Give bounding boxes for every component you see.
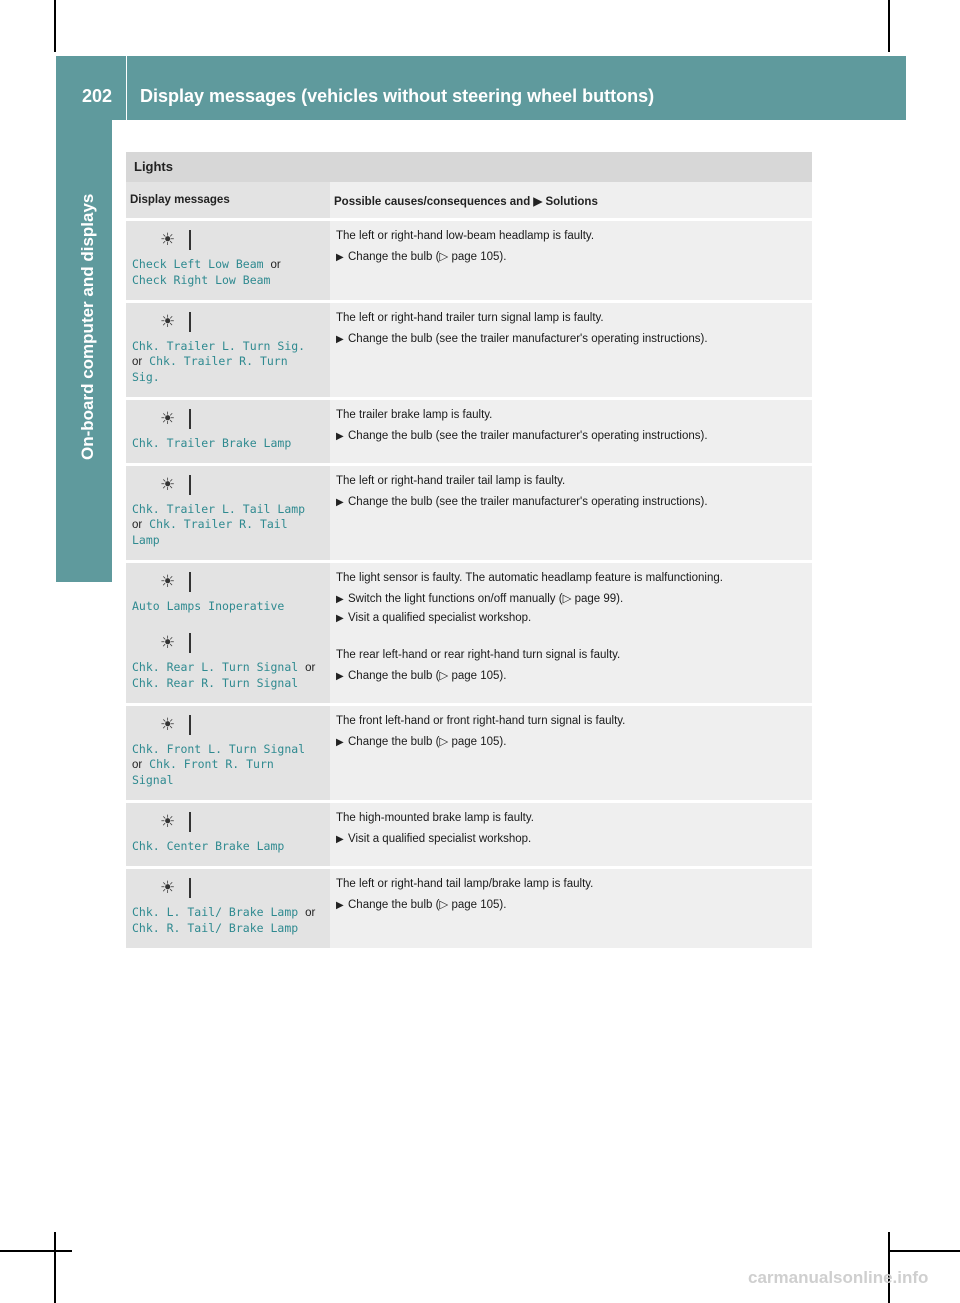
table-row [126,802,812,868]
message-text: Chk. Trailer Brake Lamp [132,436,292,450]
cause-cell [330,465,812,562]
crop-mark [0,1250,72,1252]
display-message [132,599,322,614]
section-title: Lights [126,152,812,182]
display-message [132,257,322,288]
solution-item [336,832,804,847]
lamp-icon [160,811,224,833]
solution-item [336,669,804,684]
or-text: or [132,519,143,531]
solution-item [336,611,804,626]
solution-item [336,250,804,265]
lamp-icon [160,311,224,333]
arrow-icon: ▶ [336,334,344,345]
solution-text: Change the bulb (see the trailer manufacturer's operating instructions). [348,430,708,442]
arrow-icon: ▶ [336,497,344,508]
cause-cell [330,220,812,302]
lamp-icon [160,474,224,496]
lamp-glyph: ☀ [160,715,176,734]
solution-text: Change the bulb (▷ page 105). [348,736,507,748]
solution-text: Change the bulb (▷ page 105). [348,670,507,682]
col-header-causes: Possible causes/consequences and ▶ Solutions [330,182,812,220]
message-text: Chk. Front L. Turn Signal [132,742,306,756]
page-title: Display messages (vehicles without steering wheel buttons) [140,86,655,106]
cause-cell [330,802,812,868]
table-row [126,399,812,465]
display-bar [189,312,191,332]
solution-item [336,735,804,750]
lamp-icon [160,408,224,430]
or-text: or [305,662,316,674]
arrow-icon: ▶ [336,431,344,442]
display-bar [189,633,191,653]
cause-text: The left or right-hand low-beam headlamp is faulty. [336,230,595,242]
display-bar [189,812,191,832]
arrow-icon: ▶ [336,594,344,605]
side-tab [56,470,112,582]
lamp-icon [160,877,224,899]
message-cell [126,705,330,802]
crop-mark [54,0,56,52]
message-text: Chk. Center Brake Lamp [132,839,285,853]
or-text: or [132,759,143,771]
lights-table [126,152,812,951]
solution-item [336,495,804,510]
cause-text: The high-mounted brake lamp is faulty. [336,812,534,824]
cause-text: The left or right-hand trailer tail lamp is faulty. [336,475,566,487]
solution-item [336,592,804,607]
solution-text: Change the bulb (see the trailer manufacturer's operating instructions). [348,333,708,345]
arrow-icon: ▶ [336,252,344,263]
message-text: Auto Lamps Inoperative [132,599,285,613]
lamp-glyph: ☀ [160,812,176,831]
arrow-icon: ▶ [336,834,344,845]
display-message [132,502,322,548]
header-separator [126,56,127,120]
watermark: carmanualsonline.info [748,1268,929,1287]
table-row [126,220,812,302]
solution-text: Visit a qualified specialist workshop. [348,612,532,624]
cause-cell [330,868,812,950]
cause-text: The front left-hand or front right-hand turn signal is faulty. [336,715,626,727]
message-cell [126,802,330,868]
table-row [126,705,812,802]
lamp-glyph: ☀ [160,230,176,249]
cause-cell [330,562,812,705]
table-row [126,562,812,705]
message-text: Chk. Trailer R. Tail Lamp [132,517,288,547]
arrow-icon: ▶ [336,613,344,624]
message-text: Check Right Low Beam [132,273,271,287]
display-bar [189,878,191,898]
cause-text: The left or right-hand tail lamp/brake lamp is faulty. [336,878,594,890]
lamp-glyph: ☀ [160,312,176,331]
message-text: Chk. Trailer R. Turn Sig. [132,354,288,384]
cause-cell [330,399,812,465]
cause-text: The trailer brake lamp is faulty. [336,409,493,421]
message-cell [126,302,330,399]
solution-item [336,898,804,913]
display-bar [189,715,191,735]
display-message [132,436,322,451]
lamp-icon [160,571,224,593]
display-bar [189,475,191,495]
table-row [126,302,812,399]
message-cell [126,220,330,302]
table-row [126,465,812,562]
page-number: 202 [82,86,113,106]
or-text: or [305,907,316,919]
or-text: or [270,259,281,271]
arrow-icon: ▶ [336,671,344,682]
lamp-glyph: ☀ [160,475,176,494]
display-message [132,660,322,691]
solution-item [336,332,804,347]
message-cell [126,562,330,705]
message-cell [126,399,330,465]
or-text: or [132,356,143,368]
lamp-glyph: ☀ [160,572,176,591]
message-cell [126,868,330,950]
solution-text: Change the bulb (▷ page 105). [348,251,507,263]
solution-text: Change the bulb (see the trailer manufacturer's operating instructions). [348,496,708,508]
display-message [132,339,322,385]
display-message [132,742,322,788]
message-text: Chk. R. Tail/ Brake Lamp [132,921,299,935]
cause-text: The rear left-hand or rear right-hand turn signal is faulty. [336,649,621,661]
message-text: Chk. Trailer L. Turn Sig. [132,339,306,353]
arrow-icon: ▶ [336,900,344,911]
cause-cell [330,705,812,802]
message-text: Chk. Rear R. Turn Signal [132,676,299,690]
display-bar [189,230,191,250]
table-header-row [126,182,812,220]
arrow-icon: ▶ [336,737,344,748]
crop-mark [888,1250,960,1252]
crop-mark [888,0,890,52]
display-bar [189,409,191,429]
lamp-icon [160,229,224,251]
solution-text: Switch the light functions on/off manually (▷ page 99). [348,593,624,605]
lamp-glyph: ☀ [160,633,176,652]
message-text: Chk. Front R. Turn Signal [132,757,274,787]
messages-table [126,182,812,951]
solution-text: Visit a qualified specialist workshop. [348,833,532,845]
display-message [132,905,322,936]
lamp-icon [160,714,224,736]
lamp-icon [160,632,224,654]
side-tab-label: On-board computer and displays [78,193,97,460]
lamp-glyph: ☀ [160,409,176,428]
lamp-glyph: ☀ [160,878,176,897]
col-header-messages: Display messages [126,182,330,220]
solution-text: Change the bulb (▷ page 105). [348,899,507,911]
message-cell [126,465,330,562]
crop-mark [54,1232,56,1303]
display-message [132,839,322,854]
cause-text: The left or right-hand trailer turn signal lamp is faulty. [336,312,604,324]
message-text: Chk. L. Tail/ Brake Lamp [132,905,299,919]
cause-cell [330,302,812,399]
table-row [126,868,812,950]
message-text: Chk. Trailer L. Tail Lamp [132,502,306,516]
solution-item [336,429,804,444]
cause-text: The light sensor is faulty. The automatic headlamp feature is malfunctioning. [336,572,723,584]
display-bar [189,572,191,592]
message-text: Chk. Rear L. Turn Signal [132,660,299,674]
message-text: Check Left Low Beam [132,257,264,271]
